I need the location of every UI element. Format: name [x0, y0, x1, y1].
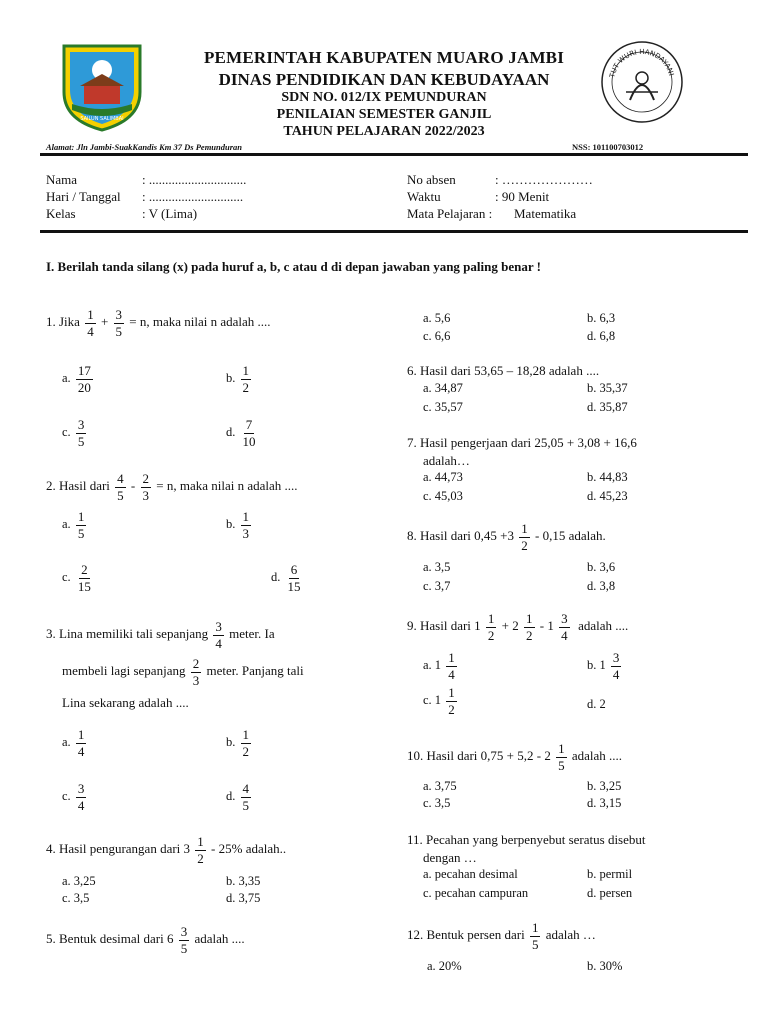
q7-option-a[interactable]: a. 44,73	[423, 470, 463, 484]
value-waktu: : 90 Menit	[495, 189, 550, 204]
header-department-title: DINAS PENDIDIKAN DAN KEBUDAYAAN	[218, 70, 550, 89]
q1-option-b[interactable]: b. $\frac{1}{2}$	[226, 363, 249, 395]
q5-option-c[interactable]: c. 6,6	[423, 329, 451, 343]
q10-option-d[interactable]: d. 3,15	[587, 796, 622, 810]
question-7-line-1: 7. Hasil pengerjaan dari 25,05 + 3,08 + 16,6	[407, 435, 637, 450]
q1-option-a[interactable]: a. $\frac{17}{20}$	[62, 363, 91, 395]
label-waktu: Waktu	[407, 189, 441, 204]
question-5: 5. Bentuk desimal dari 6 $\frac{3}{5}$ adalah ....	[46, 924, 245, 956]
q6-option-a[interactable]: a. 34,87	[423, 381, 463, 395]
question-12: 12. Bentuk persen dari $\frac{1}{5}$ adalah …	[407, 920, 596, 952]
question-1: 1. Jika $\frac{1}{4}$ + $\frac{3}{5}$ = n, maka nilai n adalah ....	[46, 307, 271, 339]
q3-option-d[interactable]: d. $\frac{4}{5}$	[226, 781, 249, 813]
question-6: 6. Hasil dari 53,65 – 18,28 adalah ....	[407, 363, 600, 378]
school-address: Alamat: Jln Jambi-SuakKandis Km 37 Ds Pemunduran	[46, 142, 243, 152]
q5-option-b[interactable]: b. 6,3	[587, 311, 616, 325]
value-hari-tanggal: : .............................	[142, 189, 244, 204]
q8-option-b[interactable]: b. 3,6	[587, 560, 616, 574]
q5-option-a[interactable]: a. 5,6	[423, 311, 451, 325]
q4-option-b[interactable]: b. 3,35	[226, 874, 261, 888]
q2-option-a[interactable]: a. $\frac{1}{5}$	[62, 509, 85, 541]
q3-option-c[interactable]: c. $\frac{3}{4}$	[62, 781, 85, 813]
q6-option-d[interactable]: d. 35,87	[587, 400, 628, 414]
q2-option-c[interactable]: c. $\frac{2}{15}$	[62, 562, 91, 594]
tut-wuri-logo-text: TUT WURI HANDAYANI	[608, 47, 676, 79]
q5-option-d[interactable]: d. 6,8	[587, 329, 616, 343]
q11-option-c[interactable]: c. pecahan campuran	[423, 886, 529, 900]
instruction-text: I. Berilah tanda silang (x) pada huruf a, b, c atau d di depan jawaban yang paling benar !	[46, 259, 541, 274]
q9-option-a[interactable]: a. 1 $\frac{1}{4}$	[423, 650, 455, 682]
q3-option-b[interactable]: b. $\frac{1}{2}$	[226, 727, 249, 759]
q4-option-d[interactable]: d. 3,75	[226, 891, 261, 905]
question-3-line-1: 3. Lina memiliki tali sepanjang $\frac{3}{4}$ meter. Ia	[46, 619, 275, 651]
q8-option-a[interactable]: a. 3,5	[423, 560, 451, 574]
question-3-line-2: membeli lagi sepanjang $\frac{2}{3}$ meter. Panjang tali	[62, 656, 304, 688]
question-11-line-1: 11. Pecahan yang berpenyebut seratus disebut	[407, 832, 646, 847]
q4-option-a[interactable]: a. 3,25	[62, 874, 96, 888]
q1-option-d[interactable]: d. $\frac{7}{10}$	[226, 417, 256, 449]
q9-option-d[interactable]: d. 2	[587, 697, 606, 711]
q10-option-c[interactable]: c. 3,5	[423, 796, 451, 810]
q12-option-b[interactable]: b. 30%	[587, 959, 623, 973]
q11-option-a[interactable]: a. pecahan desimal	[423, 867, 518, 881]
question-8: 8. Hasil dari 0,45 +3 $\frac{1}{2}$ - 0,15 adalah.	[407, 521, 606, 553]
q10-option-b[interactable]: b. 3,25	[587, 779, 622, 793]
q9-option-b[interactable]: b. 1 $\frac{3}{4}$	[587, 650, 620, 682]
question-10: 10. Hasil dari 0,75 + 5,2 - 2 $\frac{1}{5}$ adalah ....	[407, 741, 622, 773]
label-no-absen: No absen	[407, 172, 456, 187]
regency-logo-text: SAILUN SALIMBAI	[80, 116, 124, 122]
q4-option-c[interactable]: c. 3,5	[62, 891, 90, 905]
q7-option-d[interactable]: d. 45,23	[587, 489, 628, 503]
question-7-line-2: adalah…	[423, 453, 470, 468]
q8-option-d[interactable]: d. 3,8	[587, 579, 616, 593]
q10-option-a[interactable]: a. 3,75	[423, 779, 457, 793]
q2-option-b[interactable]: b. $\frac{1}{3}$	[226, 509, 249, 541]
question-2: 2. Hasil dari $\frac{4}{5}$ - $\frac{2}{3}$ = n, maka nilai n adalah ....	[46, 471, 298, 503]
q6-option-b[interactable]: b. 35,37	[587, 381, 628, 395]
q9-option-c[interactable]: c. 1 $\frac{1}{2}$	[423, 685, 455, 717]
label-hari-tanggal: Hari / Tanggal	[46, 189, 121, 204]
school-nss: NSS: 101100703012	[572, 142, 644, 152]
q3-option-a[interactable]: a. $\frac{1}{4}$	[62, 727, 85, 759]
header-assessment-title: PENILAIAN SEMESTER GANJIL	[276, 107, 492, 122]
info-divider	[40, 230, 748, 233]
question-3-line-3: Lina sekarang adalah ....	[62, 695, 189, 710]
label-mata-pelajaran: Mata Pelajaran :	[407, 206, 493, 221]
q11-option-b[interactable]: b. permil	[587, 867, 633, 881]
header-academic-year: TAHUN PELAJARAN 2022/2023	[283, 124, 485, 139]
q7-option-c[interactable]: c. 45,03	[423, 489, 463, 503]
question-4: 4. Hasil pengurangan dari 3 $\frac{1}{2}$ - 25% adalah..	[46, 834, 287, 866]
q2-option-d[interactable]: d. $\frac{6}{15}$	[271, 562, 301, 594]
question-9: 9. Hasil dari 1 $\frac{1}{2}$ + 2 $\frac{1}{2}$ - 1 $\frac{3}{4}$ adalah ....	[407, 611, 629, 643]
q11-option-d[interactable]: d. persen	[587, 886, 633, 900]
value-kelas: : V (Lima)	[142, 206, 198, 221]
header-school-name: SDN NO. 012/IX PEMUNDURAN	[281, 90, 487, 105]
header-government-title: PEMERINTAH KABUPATEN MUARO JAMBI	[203, 48, 565, 67]
q8-option-c[interactable]: c. 3,7	[423, 579, 451, 593]
value-mata-pelajaran: Matematika	[514, 206, 577, 221]
q6-option-c[interactable]: c. 35,57	[423, 400, 463, 414]
label-nama: Nama	[46, 172, 78, 187]
header-divider	[40, 153, 748, 156]
q12-option-a[interactable]: a. 20%	[427, 959, 462, 973]
value-no-absen: : …………………	[495, 172, 593, 187]
q1-option-c[interactable]: c. $\frac{3}{5}$	[62, 417, 85, 449]
label-kelas: Kelas	[46, 206, 76, 221]
question-11-line-2: dengan …	[423, 850, 477, 865]
value-nama: : ..............................	[142, 172, 247, 187]
q7-option-b[interactable]: b. 44,83	[587, 470, 628, 484]
